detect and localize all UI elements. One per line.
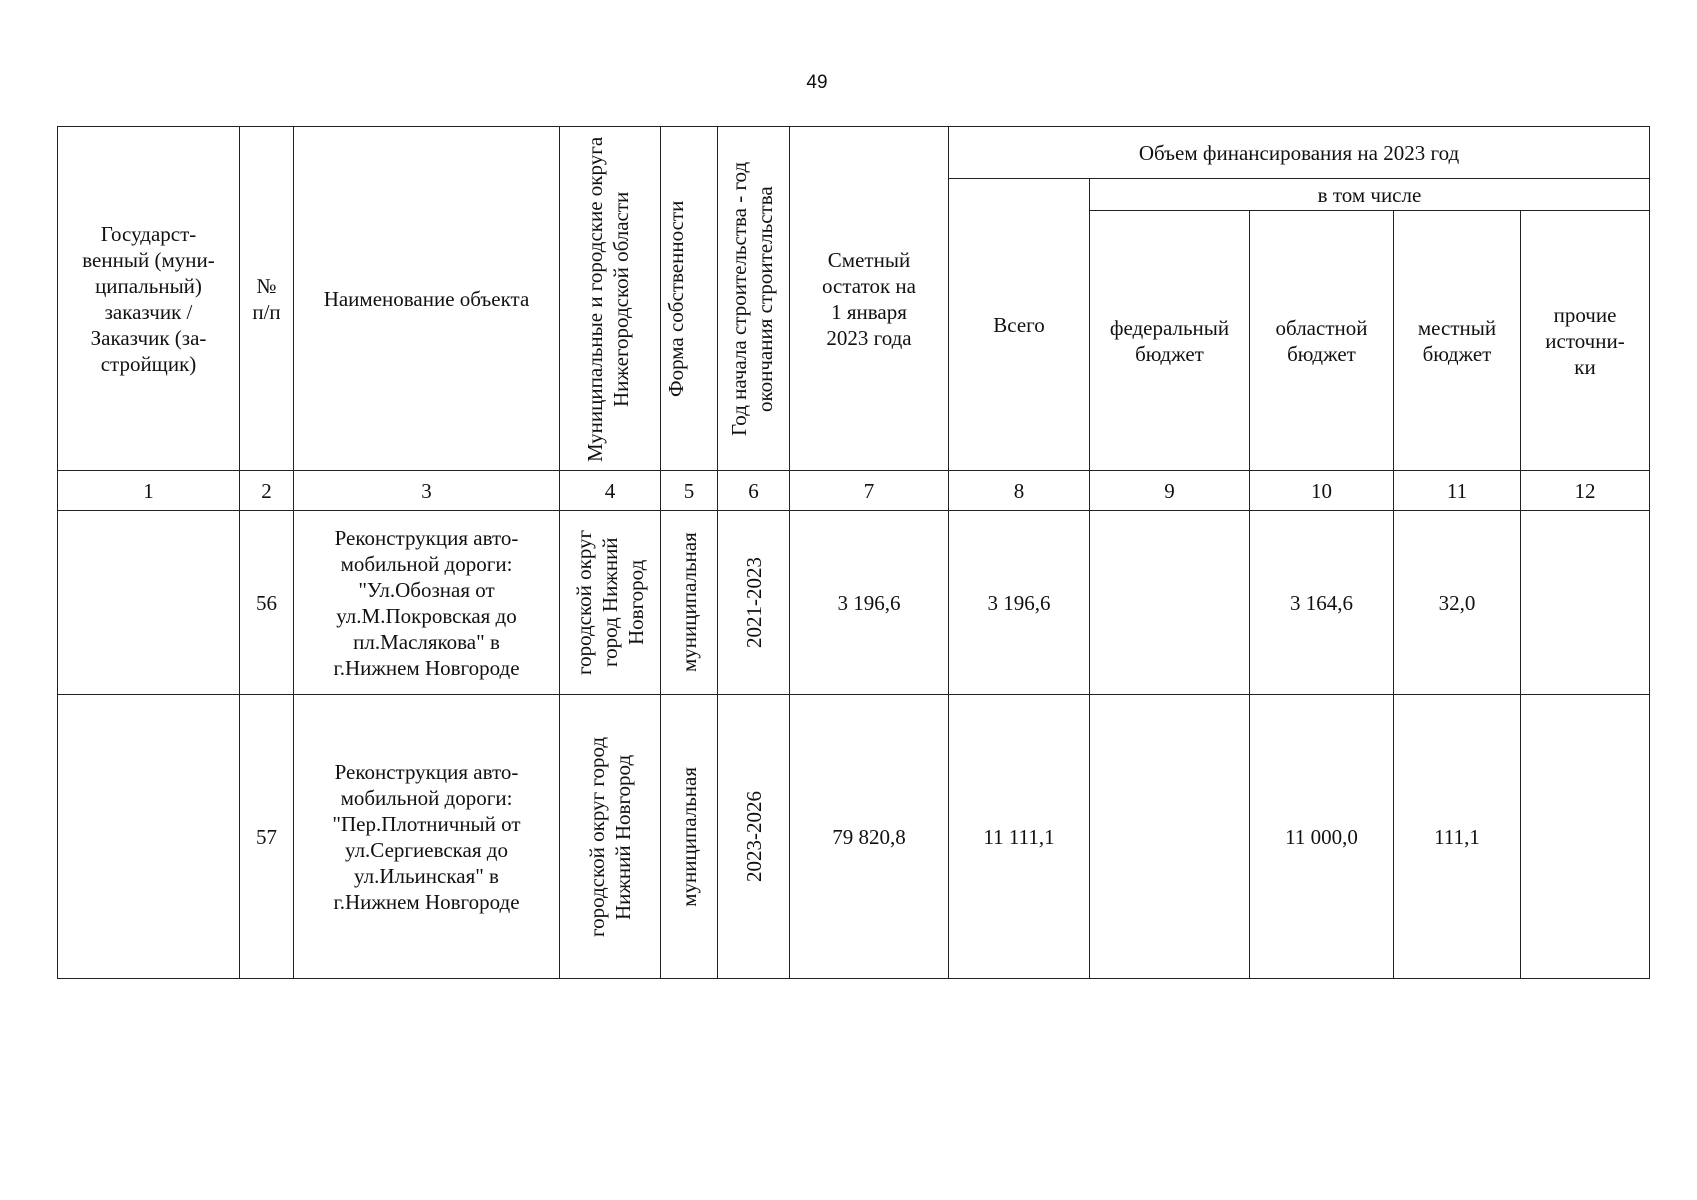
page-number: 49: [806, 72, 828, 93]
column-number: 2: [240, 471, 294, 511]
cell-years: 2021-2023: [718, 511, 790, 695]
header-total: Всего: [949, 179, 1090, 471]
column-number: 3: [294, 471, 560, 511]
header-including: в том числе: [1090, 179, 1650, 211]
cell-number: 57: [240, 695, 294, 979]
cell-local: 32,0: [1394, 511, 1521, 695]
column-number: 9: [1090, 471, 1250, 511]
header-years: Год начала строительства - год окончания строительства: [718, 127, 790, 471]
header-federal-budget: федеральный бюджет: [1090, 211, 1250, 471]
cell-total: 11 111,1: [949, 695, 1090, 979]
cell-federal: [1090, 695, 1250, 979]
cell-district: городской округ город Нижний Новгород: [560, 695, 661, 979]
column-number: 7: [790, 471, 949, 511]
cell-ownership: муниципальная: [661, 511, 718, 695]
column-number: 5: [661, 471, 718, 511]
cell-number: 56: [240, 511, 294, 695]
header-estimate: Сметный остаток на 1 января 2023 года: [790, 127, 949, 471]
column-number: 1: [58, 471, 240, 511]
cell-local: 111,1: [1394, 695, 1521, 979]
column-number: 11: [1394, 471, 1521, 511]
header-number: № п/п: [240, 127, 294, 471]
header-local-budget: местный бюджет: [1394, 211, 1521, 471]
cell-years: 2023-2026: [718, 695, 790, 979]
cell-customer: [58, 695, 240, 979]
header-other-sources: прочие источни- ки: [1521, 211, 1650, 471]
table-row: [58, 695, 1650, 979]
column-numbers-row: [58, 471, 1650, 511]
column-number: 12: [1521, 471, 1650, 511]
cell-ownership: муниципальная: [661, 695, 718, 979]
header-district: Муниципальные и городские округа Нижегородской области: [560, 127, 661, 471]
header-regional-budget: областной бюджет: [1250, 211, 1394, 471]
cell-federal: [1090, 511, 1250, 695]
header-funding-group: Объем финансирования на 2023 год: [949, 127, 1650, 179]
column-number: 4: [560, 471, 661, 511]
table-row: [58, 511, 1650, 695]
header-object-name: Наименование объекта: [294, 127, 560, 471]
cell-district: городской округ город Нижний Новгород: [560, 511, 661, 695]
cell-object-name: Реконструкция авто- мобильной дороги: "Пер.Плотничный от ул.Сергиевская до ул.Ильинская" в г.Нижнем Новгороде: [294, 695, 560, 979]
column-number: 8: [949, 471, 1090, 511]
cell-estimate: 3 196,6: [790, 511, 949, 695]
cell-regional: 11 000,0: [1250, 695, 1394, 979]
column-number: 10: [1250, 471, 1394, 511]
construction-financing-table: [57, 126, 1650, 979]
cell-customer: [58, 511, 240, 695]
cell-estimate: 79 820,8: [790, 695, 949, 979]
cell-object-name: Реконструкция авто- мобильной дороги: "Ул.Обозная от ул.М.Покровская до пл.Маслякова" в г.Нижнем Новгороде: [294, 511, 560, 695]
cell-other: [1521, 511, 1650, 695]
cell-other: [1521, 695, 1650, 979]
header-ownership: Форма собственности: [661, 127, 718, 471]
cell-regional: 3 164,6: [1250, 511, 1394, 695]
header-customer: Государст- венный (муни- ципальный) заказчик / Заказчик (за- стройщик): [58, 127, 240, 471]
cell-total: 3 196,6: [949, 511, 1090, 695]
column-number: 6: [718, 471, 790, 511]
